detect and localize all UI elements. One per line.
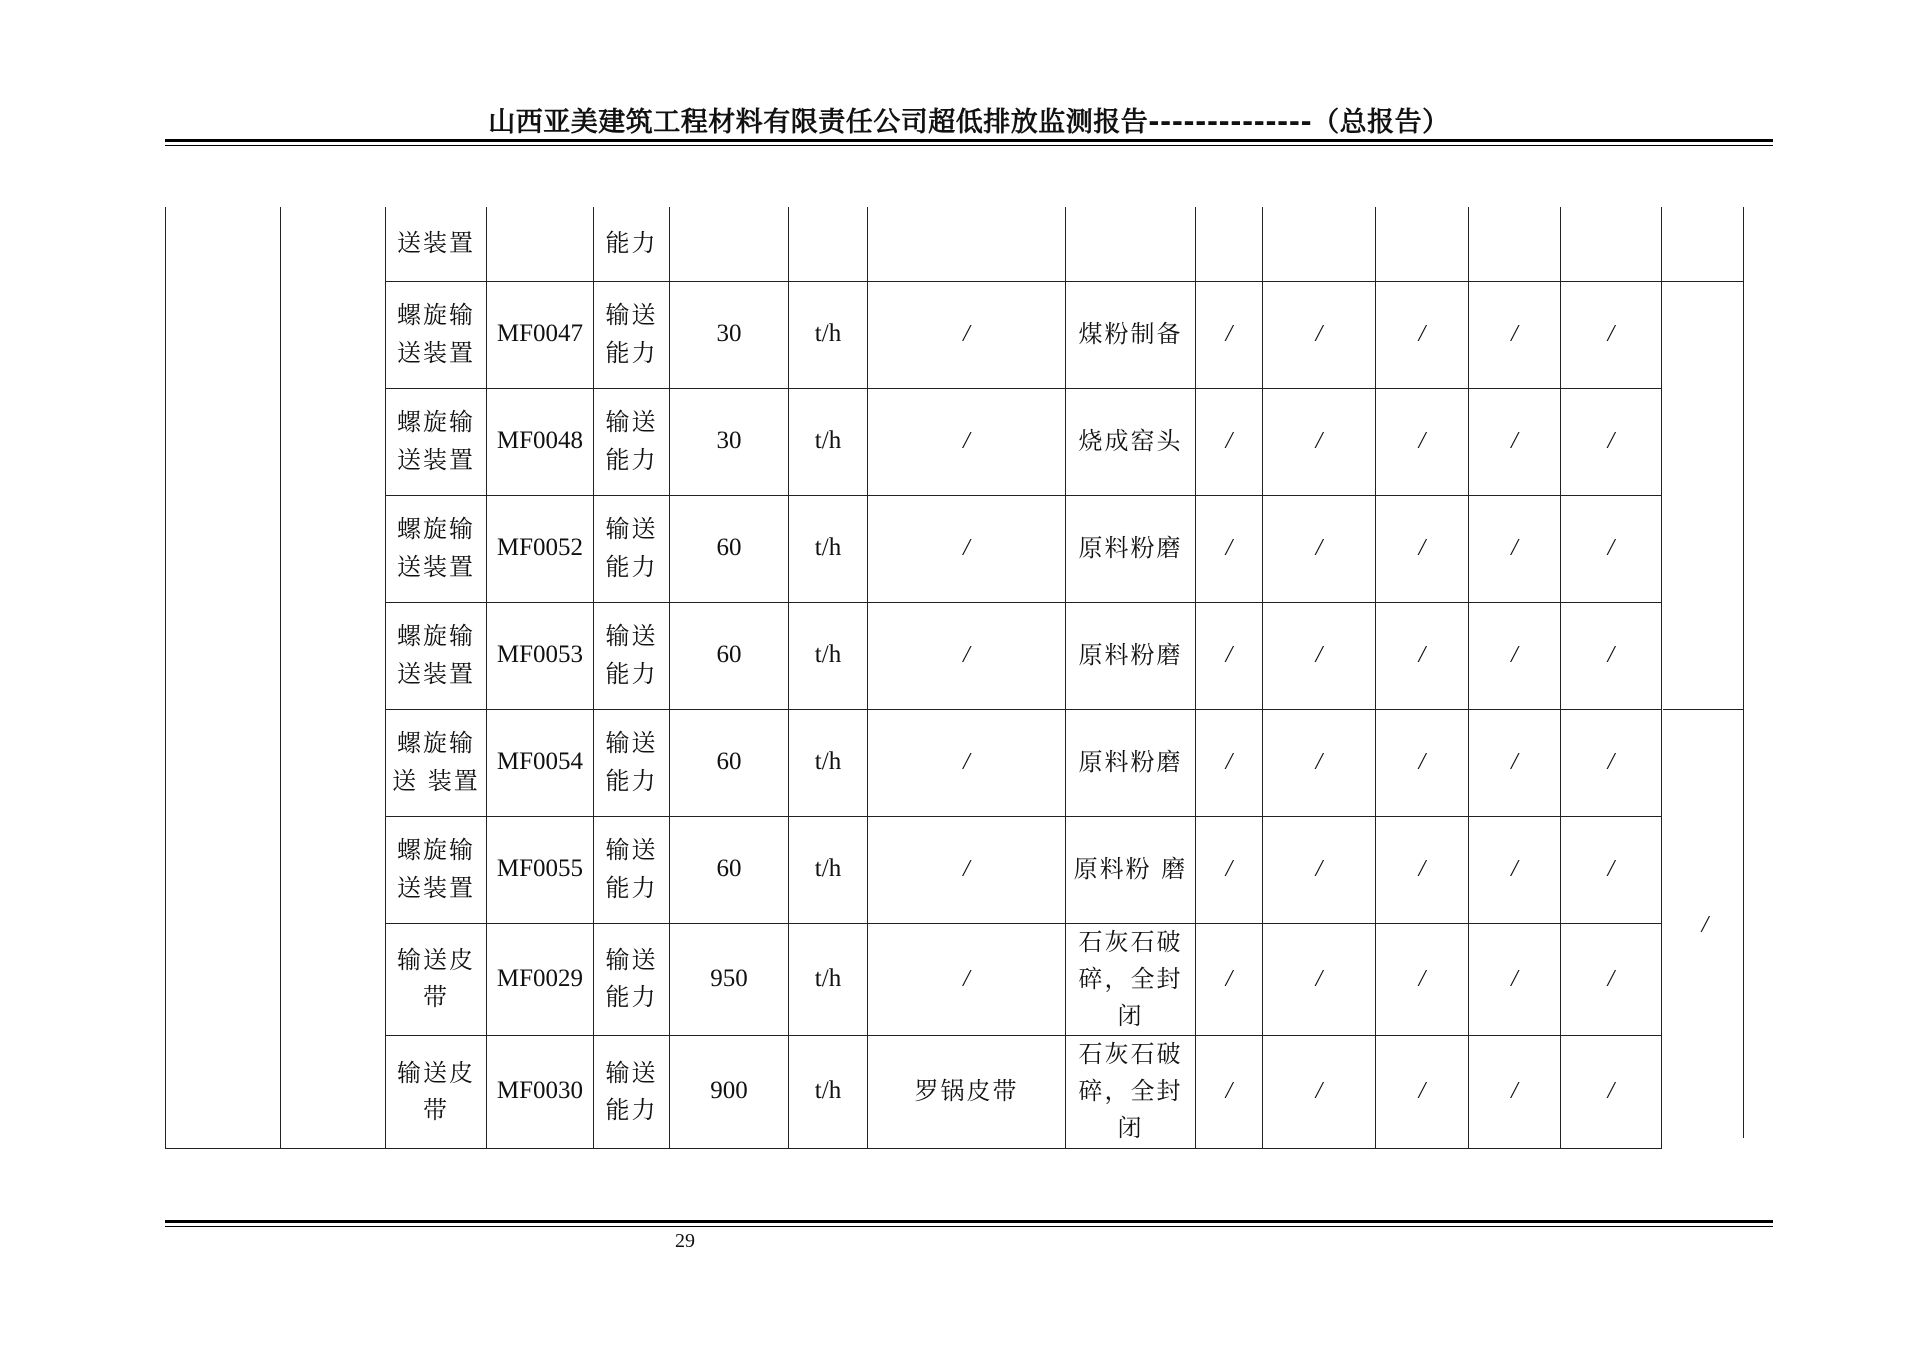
- col2-cell-line: /: [1315, 748, 1323, 775]
- equipment-name-cell-line: 带: [423, 983, 449, 1012]
- brand-cell-line: /: [963, 534, 970, 561]
- col5-cell: [1561, 1036, 1662, 1149]
- report-title: 山西亚美建筑工程材料有限责任公司超低排放监测报告--------------（总报告）: [488, 107, 1450, 138]
- col3-cell: [1376, 281, 1469, 388]
- side-slash-mark: /: [1701, 912, 1709, 938]
- unit-cell-line: t/h: [814, 748, 842, 776]
- metric-cell: [594, 602, 670, 709]
- location-cell-line: 煤粉制备: [1078, 319, 1183, 348]
- brand-cell: [868, 816, 1066, 923]
- col3-cell: [1376, 388, 1469, 495]
- col4-cell: [1469, 495, 1561, 602]
- location-cell: [1066, 816, 1196, 923]
- equipment-name-cell-line: 送装置: [397, 873, 475, 902]
- equipment-code-cell: [487, 923, 594, 1036]
- footer-rule-thin: [165, 1226, 1773, 1227]
- col1-cell-line: /: [1225, 320, 1233, 347]
- metric-cell-line: 能力: [605, 552, 658, 581]
- value-cell-line: 30: [716, 427, 742, 455]
- metric-cell-line: 能力: [605, 873, 658, 902]
- equipment-code-cell-line: MF0053: [496, 641, 584, 669]
- equipment-name-cell-line: 螺旋输: [397, 836, 475, 865]
- metric-cell: [594, 1036, 670, 1149]
- equipment-name-cell: [386, 1036, 487, 1149]
- equipment-name-cell-line: 带: [423, 1095, 449, 1124]
- metric-cell-line: 输送: [605, 515, 658, 544]
- page-number: 29: [675, 1230, 695, 1252]
- col1-cell-line: /: [1225, 427, 1233, 454]
- col5-cell-line: /: [1607, 748, 1615, 775]
- value-cell-line: 60: [716, 748, 742, 776]
- col4-cell: [1469, 602, 1561, 709]
- col1-cell: [1196, 495, 1263, 602]
- col3-cell-line: /: [1418, 748, 1426, 775]
- table-row: [166, 816, 1744, 923]
- col5-cell-line: /: [1607, 965, 1615, 992]
- value-cell-line: 950: [710, 964, 748, 992]
- metric-cell-line: 输送: [605, 408, 658, 437]
- col2-cell: [1263, 709, 1376, 816]
- col2-cell: [1263, 495, 1376, 602]
- equipment-code-cell-line: MF0048: [496, 427, 584, 455]
- location-cell-line: 碎，全封闭: [1078, 964, 1183, 1030]
- brand-cell-line: /: [963, 748, 970, 775]
- value-cell-line: 60: [716, 641, 742, 669]
- col3-cell: [1376, 923, 1469, 1036]
- col2-cell: [1263, 816, 1376, 923]
- col1-cell-line: /: [1225, 641, 1233, 668]
- equipment-name-cell: [386, 816, 487, 923]
- col-cell: [1662, 207, 1744, 281]
- col-cell: [1376, 207, 1469, 281]
- col4-cell: [1469, 388, 1561, 495]
- equipment-code-cell: [487, 388, 594, 495]
- equipment-name-cell-line: 螺旋输: [397, 408, 475, 437]
- unit-cell: [789, 281, 868, 388]
- table-row: [166, 1036, 1744, 1149]
- col-cell: [1196, 207, 1263, 281]
- col1-cell-line: /: [1225, 1078, 1233, 1105]
- location-cell: [1066, 388, 1196, 495]
- value-cell: [670, 1036, 789, 1149]
- value-cell: [670, 207, 789, 281]
- col2-cell-line: /: [1315, 1078, 1323, 1105]
- value-cell: [670, 495, 789, 602]
- unit-cell-line: t/h: [814, 1077, 842, 1105]
- location-cell: [1066, 281, 1196, 388]
- location-cell-line: 原料粉磨: [1078, 747, 1183, 776]
- header-rule-thick: [165, 139, 1773, 142]
- equipment-name-cell: [386, 923, 487, 1036]
- unit-cell-line: t/h: [814, 534, 842, 562]
- col4-cell: [1469, 281, 1561, 388]
- col4-cell: [1469, 1036, 1561, 1149]
- value-cell-line: 30: [716, 320, 742, 348]
- metric-cell-line: 能力: [605, 766, 658, 795]
- metric-cell: [594, 923, 670, 1036]
- col5-cell-line: /: [1607, 1078, 1615, 1105]
- metric-cell-line: 能力: [605, 983, 658, 1012]
- unit-cell: [789, 602, 868, 709]
- col5-cell-line: /: [1607, 534, 1615, 561]
- brand-cell-line: 罗锅皮带: [914, 1077, 1019, 1106]
- col5-cell-line: /: [1607, 641, 1615, 668]
- equipment-name-cell-line: 送装置: [397, 552, 475, 581]
- equipment-code-cell: [487, 207, 594, 281]
- col2-cell: [1263, 602, 1376, 709]
- brand-cell: [868, 602, 1066, 709]
- equipment-name-cell-line: 螺旋输: [397, 622, 475, 651]
- col4-cell: [1469, 816, 1561, 923]
- col5-cell: [1561, 816, 1662, 923]
- brand-cell: [868, 281, 1066, 388]
- col-cell: [1469, 207, 1561, 281]
- equipment-code-cell: [487, 495, 594, 602]
- unit-cell-line: t/h: [814, 427, 842, 455]
- equipment-name-cell-line: 送装置: [397, 445, 475, 474]
- col2-cell-line: /: [1315, 534, 1323, 561]
- metric-cell-line: 输送: [605, 836, 658, 865]
- table-row: [166, 923, 1744, 1036]
- location-cell-line: 石灰石破: [1078, 1040, 1183, 1069]
- equipment-code-cell: [487, 602, 594, 709]
- location-cell: [1066, 1036, 1196, 1149]
- metric-cell-line: 能力: [605, 445, 658, 474]
- metric-cell-line: 能力: [605, 1095, 658, 1124]
- col4-cell: [1469, 923, 1561, 1036]
- col4-cell-line: /: [1511, 427, 1518, 454]
- location-cell: [1066, 602, 1196, 709]
- col5-cell: [1561, 602, 1662, 709]
- metric-cell-line: 能力: [605, 659, 658, 688]
- metric-cell: [594, 816, 670, 923]
- equipment-name-cell: [386, 495, 487, 602]
- col2-cell: [1263, 923, 1376, 1036]
- header-rule-thin: [165, 145, 1773, 146]
- brand-cell: [868, 923, 1066, 1036]
- col3-cell-line: /: [1418, 427, 1426, 454]
- unit-cell: [789, 1036, 868, 1149]
- metric-cell: [594, 709, 670, 816]
- equipment-code-cell: [487, 281, 594, 388]
- unit-cell: [789, 388, 868, 495]
- unit-cell: [789, 923, 868, 1036]
- metric-cell: [594, 281, 670, 388]
- location-cell-line: 原料粉磨: [1078, 533, 1183, 562]
- equipment-code-cell: [487, 1036, 594, 1149]
- col1-cell-line: /: [1225, 965, 1233, 992]
- col1-cell: [1196, 281, 1263, 388]
- col5-cell-line: /: [1607, 855, 1615, 882]
- value-cell: [670, 602, 789, 709]
- col3-cell-line: /: [1418, 855, 1426, 882]
- location-cell: [1066, 923, 1196, 1036]
- brand-cell: [868, 709, 1066, 816]
- equipment-code-cell-line: MF0054: [496, 748, 584, 776]
- brand-cell-line: /: [963, 855, 970, 882]
- col3-cell-line: /: [1418, 534, 1426, 561]
- col4-cell-line: /: [1511, 320, 1518, 347]
- location-cell-line: 原料粉磨: [1078, 640, 1183, 669]
- location-cell-line: 烧成窑头: [1078, 426, 1183, 455]
- equipment-code-cell-line: MF0055: [496, 855, 584, 883]
- equipment-name-cell: [386, 709, 487, 816]
- location-cell-line: 原料粉 磨: [1073, 854, 1188, 883]
- location-cell-line: 碎，全封闭: [1078, 1077, 1183, 1143]
- unit-cell-line: t/h: [814, 641, 842, 669]
- value-cell: [670, 923, 789, 1036]
- col4-cell-line: /: [1511, 748, 1518, 775]
- equipment-code-cell-line: MF0047: [496, 320, 584, 348]
- metric-cell-line: 输送: [605, 946, 658, 975]
- equipment-name-cell-line: 螺旋输: [397, 301, 475, 330]
- col5-cell-line: /: [1607, 320, 1615, 347]
- value-cell: [670, 388, 789, 495]
- outer-column-divider: [1663, 709, 1744, 710]
- col1-cell-line: /: [1225, 855, 1233, 882]
- value-cell: [670, 281, 789, 388]
- table-row: [166, 709, 1744, 816]
- col2-cell: [1263, 1036, 1376, 1149]
- equipment-name-cell-line: 输送皮: [397, 1058, 475, 1087]
- col1-cell: [1196, 923, 1263, 1036]
- col4-cell-line: /: [1511, 1078, 1518, 1105]
- equipment-name-cell-line: 输送皮: [397, 946, 475, 975]
- unit-cell: [789, 495, 868, 602]
- metric-cell-line: 输送: [605, 729, 658, 758]
- col5-cell: [1561, 709, 1662, 816]
- metric-cell-line: 能力: [605, 338, 658, 367]
- col1-cell: [1196, 709, 1263, 816]
- equipment-name-cell-line: 螺旋输: [397, 515, 475, 544]
- col-cell: [1263, 207, 1376, 281]
- value-cell: [670, 816, 789, 923]
- col2-cell-line: /: [1315, 855, 1323, 882]
- unit-cell-line: t/h: [814, 320, 842, 348]
- col4-cell-line: /: [1511, 641, 1518, 668]
- equipment-code-cell: [487, 816, 594, 923]
- equipment-code-cell-line: MF0029: [496, 964, 584, 992]
- metric-cell-line: 输送: [605, 301, 658, 330]
- col3-cell: [1376, 602, 1469, 709]
- col3-cell-line: /: [1418, 965, 1426, 992]
- col5-cell: [1561, 388, 1662, 495]
- brand-cell-line: /: [963, 965, 970, 992]
- col1-cell: [1196, 602, 1263, 709]
- equipment-code-cell-line: MF0052: [496, 534, 584, 562]
- col5-cell: [1561, 923, 1662, 1036]
- metric-cell: [594, 388, 670, 495]
- brand-cell: [868, 207, 1066, 281]
- unit-cell: [789, 207, 868, 281]
- col1-cell: [1196, 1036, 1263, 1149]
- value-cell-line: 900: [710, 1077, 748, 1105]
- equipment-name-cell: [386, 388, 487, 495]
- equipment-name-cell: [386, 281, 487, 388]
- merged-cell-a: [166, 207, 281, 1148]
- table-row: [166, 495, 1744, 602]
- location-cell: [1066, 709, 1196, 816]
- brand-cell: [868, 495, 1066, 602]
- unit-cell: [789, 816, 868, 923]
- unit-cell-line: t/h: [814, 964, 842, 992]
- col3-cell-line: /: [1418, 641, 1426, 668]
- equipment-name-cell-line: 螺旋输: [397, 729, 475, 758]
- metric-cell-line: 输送: [605, 622, 658, 651]
- equipment-code-cell-line: MF0030: [496, 1077, 584, 1105]
- equipment-name-cell: 送装置: [386, 207, 487, 281]
- col4-cell-line: /: [1511, 965, 1518, 992]
- col4-cell-line: /: [1511, 855, 1518, 882]
- brand-cell-line: /: [963, 641, 970, 668]
- col2-cell-line: /: [1315, 965, 1323, 992]
- location-cell: [1066, 495, 1196, 602]
- equipment-name-cell-line: 送装置: [397, 338, 475, 367]
- table-row: [166, 602, 1744, 709]
- equipment-name-cell-line: 送装置: [397, 659, 475, 688]
- col3-cell: [1376, 709, 1469, 816]
- col5-cell-line: /: [1607, 427, 1615, 454]
- brand-cell-line: /: [963, 427, 970, 454]
- table-row: [166, 281, 1744, 388]
- location-cell: [1066, 207, 1196, 281]
- table-row-continued: [166, 207, 1744, 281]
- equipment-name-cell-line: 送 装置: [392, 766, 480, 795]
- col3-cell: [1376, 495, 1469, 602]
- col-cell: [1561, 207, 1662, 281]
- brand-cell: [868, 1036, 1066, 1149]
- metric-cell: 能力: [594, 207, 670, 281]
- outer-column-border: [1743, 207, 1744, 1138]
- col1-cell-line: /: [1225, 748, 1233, 775]
- col2-cell-line: /: [1315, 427, 1323, 454]
- col3-cell-line: /: [1418, 320, 1426, 347]
- col3-cell-line: /: [1418, 1078, 1426, 1105]
- merged-cell-b: [281, 207, 386, 1148]
- value-cell: [670, 709, 789, 816]
- unit-cell: [789, 709, 868, 816]
- col2-cell-line: /: [1315, 641, 1323, 668]
- col4-cell-line: /: [1511, 534, 1518, 561]
- col4-cell: [1469, 709, 1561, 816]
- col3-cell: [1376, 1036, 1469, 1149]
- value-cell-line: 60: [716, 534, 742, 562]
- col5-cell: [1561, 281, 1662, 388]
- equipment-code-cell: [487, 709, 594, 816]
- col1-cell-line: /: [1225, 534, 1233, 561]
- col5-cell: [1561, 495, 1662, 602]
- metric-cell: [594, 495, 670, 602]
- col2-cell: [1263, 281, 1376, 388]
- unit-cell-line: t/h: [814, 855, 842, 883]
- equipment-table: [165, 207, 1744, 1149]
- equipment-name-cell: [386, 602, 487, 709]
- col1-cell: [1196, 388, 1263, 495]
- metric-cell-line: 输送: [605, 1058, 658, 1087]
- location-cell-line: 石灰石破: [1078, 927, 1183, 956]
- brand-cell: [868, 388, 1066, 495]
- brand-cell-line: /: [963, 320, 970, 347]
- table-row: [166, 388, 1744, 495]
- col2-cell: [1263, 388, 1376, 495]
- footer-rule-thick: [165, 1220, 1773, 1223]
- col1-cell: [1196, 816, 1263, 923]
- value-cell-line: 60: [716, 855, 742, 883]
- col3-cell: [1376, 816, 1469, 923]
- col2-cell-line: /: [1315, 320, 1323, 347]
